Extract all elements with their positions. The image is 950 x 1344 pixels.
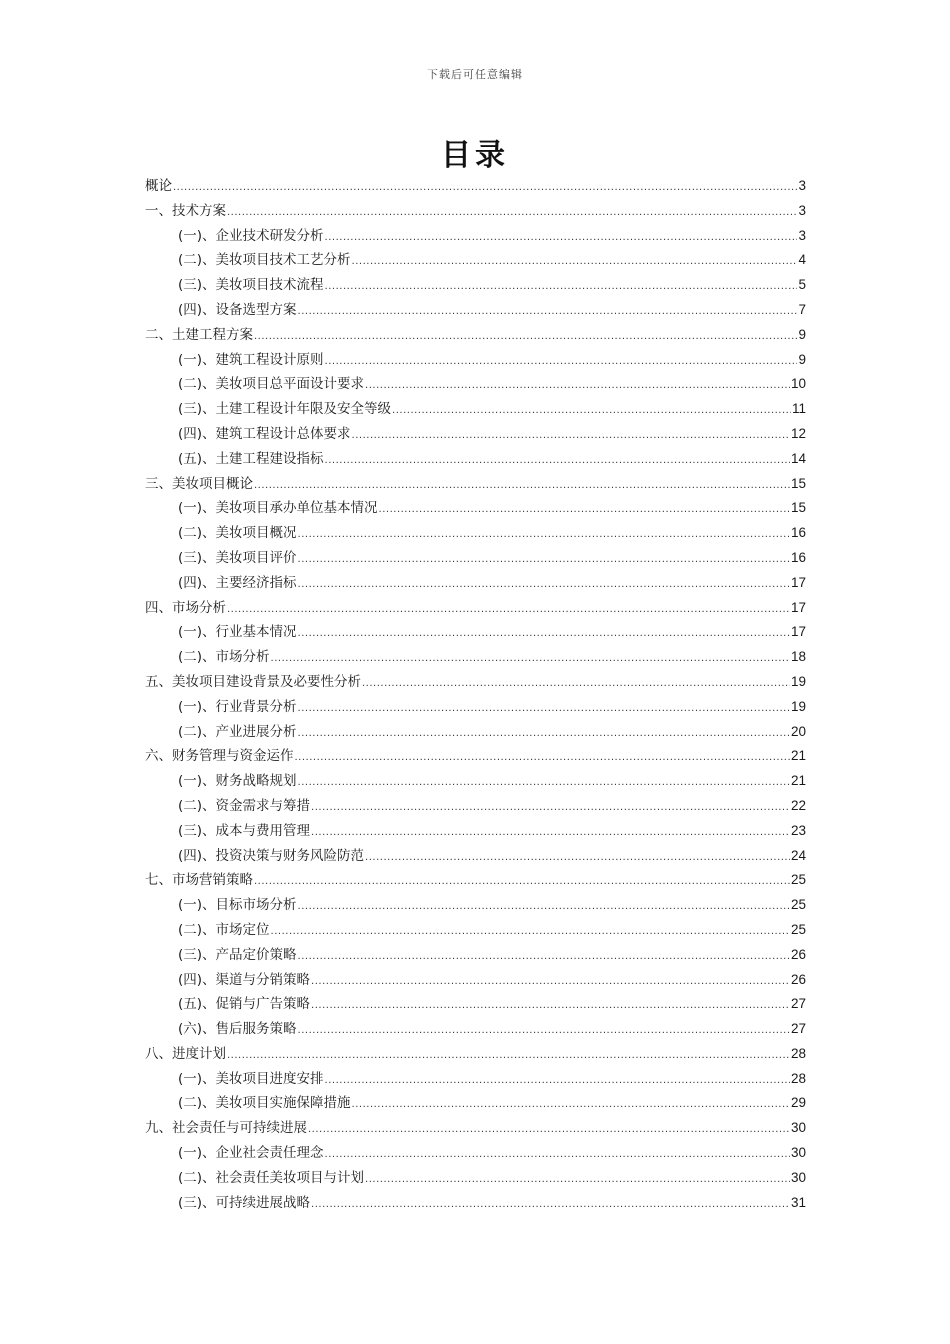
toc-entry-text: (三)、美妆项目技术流程	[178, 277, 324, 294]
toc-dot-leader	[311, 970, 790, 995]
toc-page-number: 21	[790, 773, 806, 789]
toc-entry[interactable]	[145, 323, 806, 348]
toc-entry-text: (三)、成本与费用管理	[178, 822, 311, 839]
toc-entry-text: 三、美妆项目概论	[145, 475, 253, 492]
toc-subentry[interactable]	[145, 422, 806, 447]
toc-subentry[interactable]	[145, 645, 806, 670]
toc-dot-leader	[298, 697, 790, 722]
toc-entry-text: (二)、美妆项目技术工艺分析	[178, 252, 351, 269]
toc-dot-leader	[298, 722, 790, 747]
toc-page-number: 17	[790, 599, 806, 615]
toc-page-number: 14	[790, 450, 806, 466]
toc-entry[interactable]	[145, 868, 806, 893]
toc-dot-leader	[311, 1193, 790, 1218]
toc-dot-leader	[325, 449, 790, 474]
toc-page-number: 29	[790, 1095, 806, 1111]
toc-entry-text: (二)、资金需求与筹措	[178, 797, 311, 814]
toc-subentry[interactable]	[145, 1191, 806, 1216]
toc-entry-text: (一)、美妆项目进度安排	[178, 1070, 324, 1087]
toc-page-number: 16	[790, 549, 806, 565]
toc-subentry[interactable]	[145, 720, 806, 745]
toc-entry-text: (一)、行业基本情况	[178, 624, 297, 641]
toc-entry-text: (四)、主要经济指标	[178, 574, 297, 591]
toc-dot-leader	[365, 846, 790, 871]
toc-subentry[interactable]	[145, 695, 806, 720]
toc-page-number: 22	[790, 797, 806, 813]
toc-dot-leader	[227, 1044, 790, 1069]
toc-dot-leader	[298, 622, 790, 647]
toc-dot-leader	[325, 350, 798, 375]
toc-subentry[interactable]	[145, 521, 806, 546]
toc-entry-text: (二)、美妆项目总平面设计要求	[178, 376, 365, 393]
toc-subentry[interactable]	[145, 819, 806, 844]
toc-subentry[interactable]	[145, 620, 806, 645]
toc-page-number: 30	[790, 1120, 806, 1136]
toc-dot-leader	[325, 1143, 790, 1168]
toc-page-number: 5	[798, 277, 806, 293]
toc-page-number: 28	[790, 1045, 806, 1061]
toc-entry-text: (一)、建筑工程设计原则	[178, 351, 324, 368]
toc-page-number: 7	[798, 301, 806, 317]
toc-page-number: 12	[790, 425, 806, 441]
toc-entry[interactable]	[145, 174, 806, 199]
toc-entry-text: (三)、产品定价策略	[178, 946, 297, 963]
toc-dot-leader	[365, 374, 790, 399]
toc-entry[interactable]	[145, 670, 806, 695]
toc-dot-leader	[311, 821, 790, 846]
toc-entry-text: (二)、产业进展分析	[178, 723, 297, 740]
toc-dot-leader	[254, 474, 790, 499]
toc-page-number: 9	[798, 351, 806, 367]
toc-dot-leader	[254, 325, 797, 350]
toc-subentry[interactable]	[145, 1091, 806, 1116]
toc-dot-leader	[298, 548, 790, 573]
toc-page-number: 23	[790, 822, 806, 838]
toc-subentry[interactable]	[145, 943, 806, 968]
toc-subentry[interactable]	[145, 273, 806, 298]
toc-entry-text: 概论	[145, 178, 172, 194]
toc-page-number: 26	[790, 971, 806, 987]
toc-dot-leader	[298, 771, 790, 796]
toc-entry-text: (一)、行业背景分析	[178, 698, 297, 715]
toc-dot-leader	[298, 573, 790, 598]
toc-dot-leader	[365, 1168, 790, 1193]
toc-subentry[interactable]	[145, 248, 806, 273]
toc-page-number: 27	[790, 1021, 806, 1037]
toc-dot-leader	[311, 796, 790, 821]
toc-dot-leader	[352, 1093, 790, 1118]
toc-entry-text: (四)、设备选型方案	[178, 301, 297, 318]
toc-page-number: 3	[798, 227, 806, 243]
toc-page-number: 27	[790, 996, 806, 1012]
toc-dot-leader	[295, 746, 790, 771]
toc-subentry[interactable]	[145, 844, 806, 869]
toc-page-number: 30	[790, 1169, 806, 1185]
toc-dot-leader	[298, 1019, 790, 1044]
toc-page-number: 21	[790, 748, 806, 764]
toc-dot-leader	[173, 176, 797, 201]
toc-dot-leader	[308, 1118, 790, 1143]
toc-page-number: 24	[790, 847, 806, 863]
toc-entry-text: 九、社会责任与可持续进展	[145, 1120, 307, 1137]
toc-entry-text: (二)、市场定位	[178, 921, 270, 938]
toc-subentry[interactable]	[145, 893, 806, 918]
toc-subentry[interactable]	[145, 1067, 806, 1092]
toc-dot-leader	[352, 250, 798, 275]
toc-dot-leader	[227, 598, 790, 623]
toc-entry-text: (四)、投资决策与财务风险防范	[178, 847, 365, 864]
toc-page-number: 17	[790, 624, 806, 640]
toc-dot-leader	[325, 275, 798, 300]
toc-dot-leader	[298, 945, 790, 970]
toc-page-number: 15	[790, 500, 806, 516]
toc-entry-text: 二、土建工程方案	[145, 326, 253, 343]
toc-page-number: 9	[798, 326, 806, 342]
toc-subentry[interactable]	[145, 794, 806, 819]
toc-entry-text: (二)、社会责任美妆项目与计划	[178, 1169, 365, 1186]
toc-entry[interactable]	[145, 199, 806, 224]
toc-entry-text: (二)、美妆项目实施保障措施	[178, 1095, 351, 1112]
toc-entry[interactable]	[145, 744, 806, 769]
toc-entry-text: 一、技术方案	[145, 202, 226, 219]
toc-subentry[interactable]	[145, 397, 806, 422]
toc-dot-leader	[254, 870, 790, 895]
toc-entry-text: (三)、土建工程设计年限及安全等级	[178, 401, 392, 418]
toc-title: 目录	[441, 138, 509, 173]
toc-page-number: 25	[790, 872, 806, 888]
toc-subentry[interactable]	[145, 224, 806, 249]
toc-page-number: 18	[790, 649, 806, 665]
toc-entry-text: (三)、美妆项目评价	[178, 549, 297, 566]
toc-entry[interactable]	[145, 1042, 806, 1067]
toc-dot-leader	[311, 994, 790, 1019]
toc-dot-leader	[271, 647, 790, 672]
toc-page-number: 31	[790, 1194, 806, 1210]
toc-entry-text: (一)、财务战略规划	[178, 773, 297, 790]
toc-page-number: 19	[790, 698, 806, 714]
toc-dot-leader	[352, 424, 790, 449]
toc-entry-text: (一)、美妆项目承办单位基本情况	[178, 500, 378, 517]
toc-dot-leader	[271, 920, 790, 945]
toc-dot-leader	[325, 226, 798, 251]
toc-page-number: 15	[790, 475, 806, 491]
toc-entry-text: (六)、售后服务策略	[178, 1021, 297, 1038]
toc-entry-text: 七、市场营销策略	[145, 872, 253, 889]
toc-entry-text: (二)、市场分析	[178, 649, 270, 666]
toc-dot-leader	[298, 300, 798, 325]
toc-page-number: 28	[790, 1070, 806, 1086]
toc-entry-text: (一)、企业技术研发分析	[178, 227, 324, 244]
toc-entry-text: 五、美妆项目建设背景及必要性分析	[145, 673, 361, 690]
toc-entry-text: 六、财务管理与资金运作	[145, 748, 294, 765]
toc-page-number: 3	[798, 178, 806, 193]
toc-dot-leader	[392, 399, 791, 424]
toc-page-number: 4	[798, 252, 806, 268]
toc-page-number: 3	[798, 202, 806, 218]
toc-subentry[interactable]	[145, 298, 806, 323]
toc-entry-text: 八、进度计划	[145, 1045, 226, 1062]
toc-entry[interactable]	[145, 1116, 806, 1141]
toc-dot-leader	[298, 523, 790, 548]
toc-subentry[interactable]	[145, 546, 806, 571]
toc-dot-leader	[362, 672, 790, 697]
toc-page-number: 17	[790, 574, 806, 590]
toc-page-number: 11	[791, 401, 806, 417]
toc-page-number: 19	[790, 673, 806, 689]
toc-subentry[interactable]	[145, 968, 806, 993]
toc-subentry[interactable]	[145, 496, 806, 521]
toc-subentry[interactable]	[145, 447, 806, 472]
toc-entry[interactable]	[145, 472, 806, 497]
toc-entry-text: (二)、美妆项目概况	[178, 525, 297, 542]
toc-page-number: 30	[790, 1145, 806, 1161]
toc-subentry[interactable]	[145, 992, 806, 1017]
toc-entry-text: (一)、企业社会责任理念	[178, 1145, 324, 1162]
toc-subentry[interactable]	[145, 1141, 806, 1166]
toc-page-number: 20	[790, 723, 806, 739]
page-header: 下载后可任意编辑	[427, 68, 523, 81]
toc-dot-leader	[298, 895, 790, 920]
toc-entry-text: 四、市场分析	[145, 599, 226, 616]
toc-page-number: 25	[790, 897, 806, 913]
toc-dot-leader	[325, 1069, 790, 1094]
toc-page-number: 16	[790, 525, 806, 541]
toc-entry-text: (四)、建筑工程设计总体要求	[178, 425, 351, 442]
toc-page-number: 25	[790, 921, 806, 937]
toc-page-number: 26	[790, 946, 806, 962]
toc-entry-text: (三)、可持续进展战略	[178, 1194, 311, 1211]
toc-entry-text: (五)、促销与广告策略	[178, 996, 311, 1013]
toc-entry[interactable]	[145, 596, 806, 621]
toc-entry-text: (四)、渠道与分销策略	[178, 971, 311, 988]
toc-subentry[interactable]	[145, 372, 806, 397]
toc-subentry[interactable]	[145, 1166, 806, 1191]
table-of-contents	[145, 174, 806, 1215]
toc-dot-leader	[379, 498, 790, 523]
toc-subentry[interactable]	[145, 571, 806, 596]
toc-subentry[interactable]	[145, 1017, 806, 1042]
toc-subentry[interactable]	[145, 769, 806, 794]
toc-dot-leader	[227, 201, 797, 226]
toc-entry-text: (一)、目标市场分析	[178, 897, 297, 914]
toc-subentry[interactable]	[145, 918, 806, 943]
toc-entry-text: (五)、土建工程建设指标	[178, 450, 324, 467]
toc-subentry[interactable]	[145, 348, 806, 373]
toc-page-number: 10	[790, 376, 806, 392]
